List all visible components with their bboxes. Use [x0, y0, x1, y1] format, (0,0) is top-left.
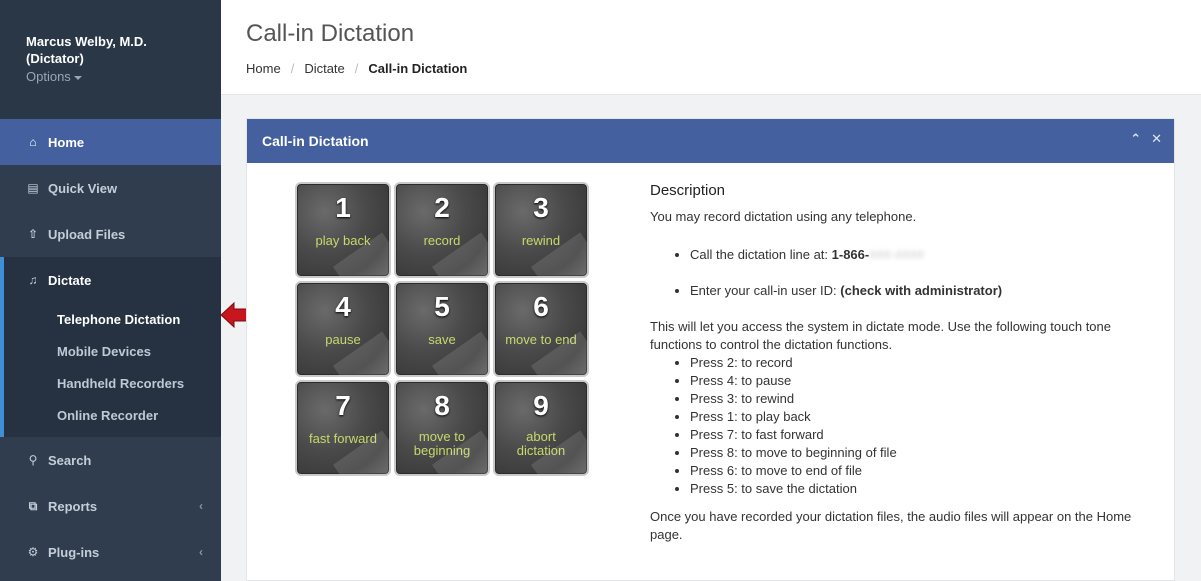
sidebar-item-label: Dictate [48, 272, 92, 288]
description-intro: You may record dictation using any telephone. [650, 209, 917, 224]
key-number: 1 [335, 192, 351, 223]
sidebar-subitem-online-recorder[interactable]: Online Recorder [57, 407, 159, 423]
chevron-left-icon: ‹ [199, 545, 203, 559]
sidebar-item-upload-files[interactable] [0, 211, 221, 257]
upload-icon: ⇧ [27, 227, 39, 241]
sidebar-item-plugins[interactable] [0, 529, 221, 575]
mode-text: This will let you access the system in dictate mode. Use the following touch tone functions to control the dictation functions. [650, 319, 1111, 352]
key-number: 4 [335, 291, 351, 322]
sidebar-item-reports[interactable] [0, 483, 221, 529]
collapse-icon[interactable]: ⌃ [1130, 131, 1142, 146]
user-role: (Dictator) [26, 51, 84, 66]
panel-title: Call-in Dictation [262, 133, 369, 149]
press-item: • Press 2: to record [690, 354, 1150, 372]
press-item: • Press 7: to fast forward [690, 426, 1150, 444]
sidebar-item-label: Home [48, 134, 85, 150]
caret-down-icon [74, 76, 82, 80]
user-name: Marcus Welby, M.D. [26, 34, 147, 49]
breadcrumb-separator: / [290, 61, 295, 76]
key-number: 9 [533, 390, 549, 421]
keypad-key-7 [295, 380, 391, 476]
breadcrumb-separator: / [354, 61, 359, 76]
call-instructions [690, 246, 1150, 300]
press-item: • Press 5: to save the dictation [690, 480, 1150, 498]
breadcrumb-dictate[interactable]: Dictate [304, 61, 345, 76]
user-profile [0, 0, 221, 119]
press-item: • Press 6: to move to end of file [690, 462, 1150, 480]
breadcrumb-home[interactable]: Home [246, 61, 281, 76]
search-icon: ⚲ [28, 453, 38, 467]
key-label: abort dictation [516, 429, 566, 458]
keypad-key-3 [493, 182, 589, 278]
options-label[interactable]: Options [26, 69, 71, 84]
phone-number: 1-866- [831, 247, 870, 262]
chevron-left-icon: ‹ [199, 499, 203, 513]
keypad-key-5 [394, 281, 490, 377]
sidebar-item-label: Search [48, 452, 92, 468]
sidebar-item-search[interactable] [0, 437, 221, 483]
press-item: • Press 4: to pause [690, 372, 1150, 390]
panel-header [247, 119, 1174, 163]
press-item: • Press 8: to move to beginning of file [690, 444, 1150, 462]
sidebar-item-label: Upload Files [48, 226, 126, 242]
keypad-key-1 [295, 182, 391, 278]
key-label: record [423, 233, 461, 248]
home-icon: ⌂ [29, 135, 37, 149]
close-icon[interactable]: ✕ [1151, 131, 1162, 146]
userid-value: (check with administrator) [840, 283, 1003, 298]
key-label: pause [325, 332, 361, 347]
description-heading: Description [650, 182, 726, 199]
key-number: 8 [434, 390, 450, 421]
breadcrumb [246, 61, 1201, 76]
sidebar-item-quick-view[interactable] [0, 165, 221, 211]
description [650, 182, 1150, 544]
key-label: save [428, 332, 456, 347]
sidebar-subitem-mobile-devices[interactable]: Mobile Devices [57, 343, 151, 359]
key-label: play back [315, 233, 371, 248]
sidebar-item-label: Quick View [48, 180, 118, 196]
sidebar-item-label: Plug-ins [48, 544, 100, 560]
options-dropdown[interactable] [26, 69, 221, 84]
page-header [221, 0, 1201, 95]
keypad-key-2 [394, 182, 490, 278]
userid-item [690, 282, 1150, 300]
press-item: • Press 1: to play back [690, 408, 1150, 426]
phone-number-obscured: ###-#### [869, 247, 925, 262]
call-line-item [690, 246, 1150, 264]
sidebar-subitem-handheld-recorders[interactable]: Handheld Recorders [57, 375, 185, 391]
press-list [690, 354, 1150, 498]
page-title: Call-in Dictation [246, 20, 415, 47]
keypad-key-6 [493, 281, 589, 377]
key-number: 6 [533, 291, 549, 322]
outro-text: Once you have recorded your dictation files, the audio files will appear on the Home page. [650, 509, 1132, 542]
key-number: 5 [434, 291, 450, 322]
press-item: • Press 3: to rewind [690, 390, 1150, 408]
keypad-key-8 [394, 380, 490, 476]
key-label: fast forward [309, 431, 377, 446]
sidebar [0, 0, 221, 581]
keypad-key-4 [295, 281, 391, 377]
call-prefix: Call the dictation line at: [690, 247, 832, 262]
sidebar-subitem-telephone-dictation[interactable]: Telephone Dictation [57, 311, 181, 327]
sidebar-item-home[interactable] [0, 119, 221, 165]
copy-icon: ⧉ [28, 498, 38, 513]
cogs-icon: ⚙ [27, 545, 39, 559]
key-number: 7 [335, 390, 351, 421]
userid-prefix: Enter your call-in user ID: [690, 283, 841, 298]
keypad-key-9 [493, 380, 589, 476]
breadcrumb-current: Call-in Dictation [368, 61, 468, 76]
key-label: move to end [505, 332, 577, 347]
keypad [295, 182, 589, 476]
key-label: rewind [521, 233, 561, 248]
dictate-group [0, 257, 221, 437]
key-label: move to beginning [413, 429, 471, 458]
key-number: 3 [533, 192, 549, 223]
panel-tools [1130, 131, 1162, 147]
call-in-panel [246, 118, 1175, 581]
audio-file-icon: ♫ [28, 273, 38, 287]
file-icon: ▤ [27, 181, 39, 195]
sidebar-item-label: Reports [48, 498, 98, 514]
sidebar-item-dictate[interactable] [4, 257, 221, 303]
key-number: 2 [434, 192, 450, 223]
